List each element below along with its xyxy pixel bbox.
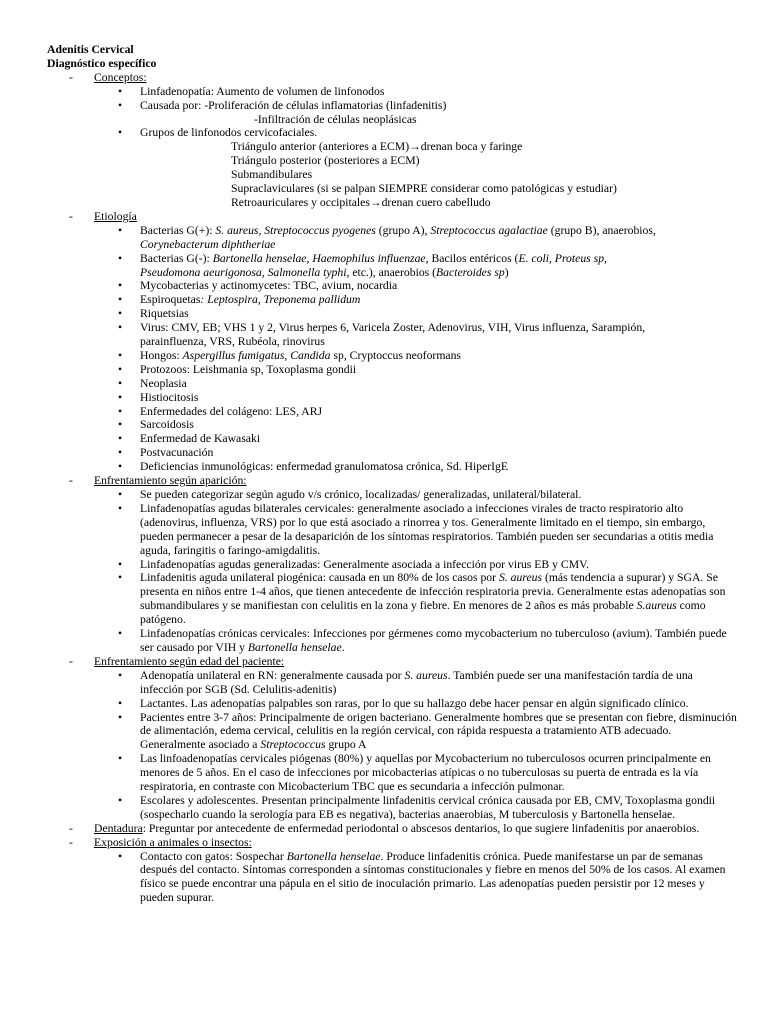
list-item: • Contacto con gatos: Sospechar Bartonella henselae. Produce linfadenitis crónica. Puede manifestarse un par de semanas después del contacto. Síntomas corresponden a síntomas constitucionales y fiebre en menos del 50% de los casos. Al examen físico se puede encontrar una pápula en el sitio de inoculación primario. Las adenopatías pueden persistir por 12 meses y pueden supurar. xyxy=(94,850,738,906)
list-item: • Histiocitosis xyxy=(94,391,738,405)
list-item: • Escolares y adolescentes. Presentan principalmente linfadenitis cervical crónica causada por EB, CMV, Toxoplasma gondii (sospecharlo cuando la serología para EB es negativa), bacterias anaerobias, M tuberculosis y Bartonella henselae. xyxy=(94,794,738,822)
list-item: • Lactantes. Las adenopatías palpables son raras, por lo que su hallazgo debe hacer pensar en algún significado clínico. xyxy=(94,697,738,711)
list-item: • Virus: CMV, EB; VHS 1 y 2, Virus herpes 6, Varicela Zoster, Adenovirus, VIH, Virus influenza, Sarampión, parainfluenza, VRS, Rubéola, rinovirus xyxy=(94,321,738,349)
section-conceptos xyxy=(47,71,738,210)
section-dentadura xyxy=(47,822,738,836)
list-item: • Grupos de linfonodos cervicofaciales. Triángulo anterior (anteriores a ECM)→drenan boca y faringe Triángulo posterior (posteriores a ECM) Submandibulares Supraclaviculares (si se palpan SIEMPRE considerar como patológicas y estudiar) Retroauriculares y occipitales→drenan cuero cabelludo xyxy=(94,126,738,209)
list-item: • Riquetsias xyxy=(94,307,738,321)
list-item: • Enfermedad de Kawasaki xyxy=(94,432,738,446)
list-item: • Linfadenitis aguda unilateral piogénica: causada en un 80% de los casos por S. aureus (más tendencia a supurar) y SGA. Se presenta en niños entre 1-4 años, que tienen antecedente de infección respiratoria previa. Generalmente estas adenopatías son submandibulares y se manifiestan con celulitis en la zona y fiebre. En menores de 2 años es más probable S.aureus como patógeno. xyxy=(94,571,738,627)
document-title: Adenitis Cervical xyxy=(47,43,134,56)
section-dash: - xyxy=(69,821,73,835)
section-etiologia xyxy=(47,210,738,474)
list-item: • Linfadenopatía: Aumento de volumen de linfonodos xyxy=(94,85,738,99)
bullet-list xyxy=(94,669,738,822)
group-item: Retroauriculares y occipitales→drenan cuero cabelludo xyxy=(231,195,491,209)
list-item: • Protozoos: Leishmania sp, Toxoplasma gondii xyxy=(94,363,738,377)
section-dash: - xyxy=(69,835,73,849)
list-item: • Mycobacterias y actinomycetes: TBC, avium, nocardia xyxy=(94,279,738,293)
list-item: • Bacterias G(+): S. aureus, Streptococcus pyogenes (grupo A), Streptococcus agalactiae (grupo B), anaerobios, Corynebacterum diphtheriae xyxy=(94,224,738,252)
document-subtitle: Diagnóstico específico xyxy=(47,56,157,70)
section-dash: - xyxy=(69,654,73,668)
lymph-node-groups xyxy=(140,140,738,210)
list-item: • Adenopatía unilateral en RN: generalmente causada por S. aureus. También puede ser una manifestación tardía de una infección por SGB (Sd. Celulitis-adenitis) xyxy=(94,669,738,697)
section-aparicion xyxy=(47,474,738,655)
list-item: • Las linfoadenopatías cervicales piógenas (80%) y aquellas por Mycobacterium no tuberculosos ocurren principalmente en menores de 5 años. En el caso de infecciones por micobacterias atípicas o no tuberculosas su puerta de entrada es la vía respiratoria, en contraste con Micobacterium TBC que es secundaria a infección pulmonar. xyxy=(94,752,738,794)
section-heading: Conceptos: xyxy=(94,70,147,84)
group-item: Supraclaviculares (si se palpan SIEMPRE considerar como patológicas y estudiar) xyxy=(231,182,617,196)
section-heading: Enfrentamiento según aparición: xyxy=(94,474,247,488)
section-dash: - xyxy=(69,70,73,84)
bullet-list xyxy=(94,224,738,474)
list-item: • Pacientes entre 3-7 años: Principalmente de origen bacteriano. Generalmente hombres que se presentan con fiebre, disminución de alimentación, edema cervical, celulitis en la región cervical, con rápida respuesta a tratamiento ATB adecuado. Generalmente asociado a Streptococcus grupo A xyxy=(94,711,738,753)
list-item: • Postvacunación xyxy=(94,446,738,460)
list-item: • Causada por: -Proliferación de células inflamatorias (linfadenitis) -Infiltración de células neoplásicas xyxy=(94,99,738,127)
bullet-list xyxy=(94,488,738,655)
list-item: • Linfadenopatías agudas generalizadas: Generalmente asociada a infección por virus EB y CMV. xyxy=(94,558,738,572)
list-item: • Sarcoidosis xyxy=(94,418,738,432)
list-item: • Se pueden categorizar según agudo v/s crónico, localizadas/ generalizadas, unilateral/bilateral. xyxy=(94,488,738,502)
list-item: • Deficiencias inmunológicas: enfermedad granulomatosa crónica, Sd. HiperIgE xyxy=(94,460,738,474)
list-item: • Bacterias G(-): Bartonella henselae, Haemophilus influenzae, Bacilos entéricos (E. coli, Proteus sp, Pseudomona aeurigonosa, Salmonella typhi, etc.), anaerobios (Bacteroides sp) xyxy=(94,252,738,280)
section-heading: Etiología xyxy=(94,209,137,223)
list-item: • Espiroquetas: Leptospira, Treponema pallidum xyxy=(94,293,738,307)
group-item: Submandibulares xyxy=(231,168,313,182)
section-dash: - xyxy=(69,474,73,488)
section-heading: Enfrentamiento según edad del paciente: xyxy=(94,654,285,668)
section-dash: - xyxy=(69,209,73,223)
section-heading: Exposición a animales o insectos: xyxy=(94,835,252,849)
section-heading: Dentadura xyxy=(94,821,143,835)
section-body: : Preguntar por antecedente de enfermedad periodontal o abscesos dentarios, lo que sugiere linfadenitis por anaerobios. xyxy=(142,821,700,835)
bullet-list xyxy=(94,850,738,906)
section-exposicion xyxy=(47,836,738,906)
list-item: • Enfermedades del colágeno: LES, ARJ xyxy=(94,405,738,419)
group-item: Triángulo anterior (anteriores a ECM)→drenan boca y faringe xyxy=(231,140,523,154)
group-item: Triángulo posterior (posteriores a ECM) xyxy=(231,154,420,168)
bullet-list xyxy=(94,85,738,210)
list-item: • Linfadenopatías agudas bilaterales cervicales: generalmente asociado a infecciones virales de tracto respiratorio alto (adenovirus, influenza, VRS) por lo que está asociado a rinorrea y tos. Generalmente limitado en el tiempo, sin embargo, pueden permanecer a pesar de la desaparición de los síntomas respiratorios. También pueden ser secundarias a otitis media aguda, faringitis o faringo-amigdalitis. xyxy=(94,502,738,558)
section-edad xyxy=(47,655,738,822)
list-item: • Hongos: Aspergillus fumigatus, Candida sp, Cryptoccus neoformans xyxy=(94,349,738,363)
list-item: • Neoplasia xyxy=(94,377,738,391)
list-item: • Linfadenopatías crónicas cervicales: Infecciones por gérmenes como mycobacterium no tuberculoso (avium). También puede ser causado por VIH y Bartonella henselae. xyxy=(94,627,738,655)
